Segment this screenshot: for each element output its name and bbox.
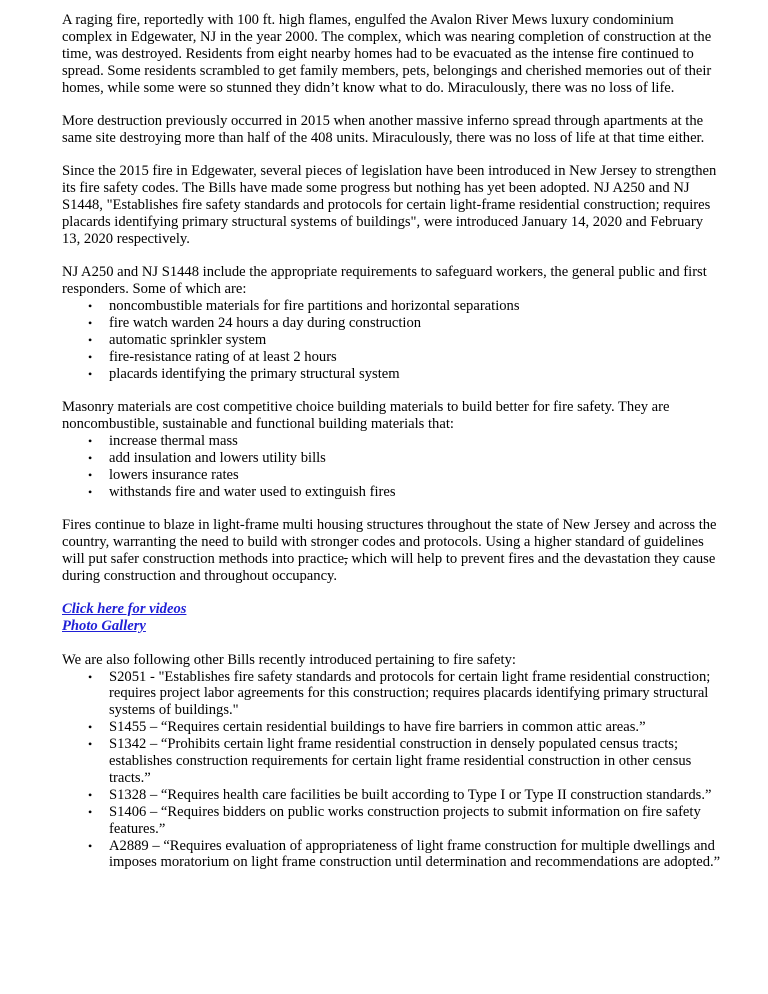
bullet-icon: • <box>88 299 93 314</box>
paragraph-masonry-intro: Masonry materials are cost competitive choice building materials to build better for fire safety. They are noncombustible, sustainable and functional building materials that: <box>62 399 670 433</box>
document-page <box>62 12 722 871</box>
paragraph-2015-fire: More destruction previously occurred in 2015 when another massive inferno spread through apartments at the same site destroying more than half of the 408 units. Miraculously, there was no loss of life at that time either. <box>62 113 705 146</box>
strikethrough-comma: , <box>344 550 348 567</box>
list-item: • placards identifying the primary structural system <box>88 365 400 382</box>
paragraph-requirements-intro: NJ A250 and NJ S1448 include the appropriate requirements to safeguard workers, the general public and first responders. Some of which are: <box>62 264 707 298</box>
paragraph-legislation: Since the 2015 fire in Edgewater, several pieces of legislation have been introduced in New Jersey to strengthen its fire safety codes. The Bills have made some progress but nothing has yet been adopted. NJ A250 and NJ S1448, "Establishes fire safety standards and protocols for certain light-frame residential construction; requires placards identifying primary structural systems of buildings", were introduced January 14, 2020 and February 13, 2020 respectively. <box>62 163 717 247</box>
bullet-icon: • <box>88 434 93 449</box>
bullet-icon: • <box>88 484 93 499</box>
media-links <box>62 601 722 635</box>
bullet-icon: • <box>88 333 93 347</box>
photo-gallery-link[interactable]: Photo Gallery <box>62 618 146 635</box>
list-item: • withstands fire and water used to extinguish fires <box>88 483 396 500</box>
bills-list <box>62 669 722 872</box>
bullet-icon: • <box>88 450 93 465</box>
requirements-section <box>62 264 722 382</box>
bullet-icon: • <box>88 720 93 735</box>
bullet-icon: • <box>88 737 93 752</box>
bullet-icon: • <box>88 467 93 482</box>
paragraph-avalon-fire: A raging fire, reportedly with 100 ft. high flames, engulfed the Avalon River Mews luxury condominium complex in Edgewater, NJ in the year 2000. The complex, which was nearing completion of construction at the time, was destroyed. Residents from eight nearby homes had to be evacuated as the intense fire continued to spread. Some residents scrambled to get family members, pets, belongings and cherished memories out of their homes, while some were so stunned they didn’t know what to do. Miraculously, there was no loss of life. <box>62 12 712 96</box>
bullet-icon: • <box>88 349 93 364</box>
bullet-icon: • <box>88 838 93 853</box>
list-item: • lowers insurance rates <box>88 466 239 483</box>
list-item: • fire-resistance rating of at least 2 hours <box>88 348 337 365</box>
paragraph-bills-intro: We are also following other Bills recently introduced pertaining to fire safety: <box>62 651 516 668</box>
list-item: • S1455 – “Requires certain residential buildings to have fire barriers in common attic areas.” <box>88 719 646 736</box>
list-item: • A2889 – “Requires evaluation of appropriateness of light frame construction for multiple dwellings and imposes moratorium on light frame construction until determination and recommendations are adopted.” <box>88 837 721 871</box>
bullet-icon: • <box>88 804 93 819</box>
masonry-benefits-list <box>62 433 722 501</box>
list-item: • S1342 – “Prohibits certain light frame residential construction in densely populated census tracts; establishes construction requirements for certain light frame residential construction in other census tracts.” <box>88 736 692 786</box>
list-item: • increase thermal mass <box>88 433 238 450</box>
bills-section <box>62 652 722 872</box>
bullet-icon: • <box>88 669 93 684</box>
list-item: • S2051 - "Establishes fire safety standards and protocols for certain light frame residential construction; requires project labor agreements for this construction; requires placards identifying primary structural systems of buildings." <box>88 668 711 719</box>
list-item: • add insulation and lowers utility bills <box>88 449 326 466</box>
bullet-icon: • <box>88 316 93 331</box>
list-item: • S1328 – “Requires health care facilities be built according to Type I or Type II construction standards.” <box>88 786 712 803</box>
list-item: • S1406 – “Requires bidders on public works construction projects to submit information on fire safety features.” <box>88 803 701 837</box>
bullet-icon: • <box>88 366 93 381</box>
list-item: • noncombustible materials for fire partitions and horizontal separations <box>88 298 520 315</box>
videos-link[interactable]: Click here for videos <box>62 601 187 618</box>
list-item: • automatic sprinkler system <box>88 332 267 348</box>
bullet-icon: • <box>88 787 93 802</box>
list-item: • fire watch warden 24 hours a day during construction <box>88 315 422 332</box>
paragraph-conclusion: Fires continue to blaze in light-frame multi housing structures throughout the state of New Jersey and across the country, warranting the need to build with stronger codes and protocols. Using a higher standard of guidelines will put safer construction methods into practice, which will help to prevent fires and the devastation they cause during construction and throughout occupancy. <box>62 517 717 584</box>
requirements-list <box>62 298 722 383</box>
masonry-section <box>62 399 722 500</box>
